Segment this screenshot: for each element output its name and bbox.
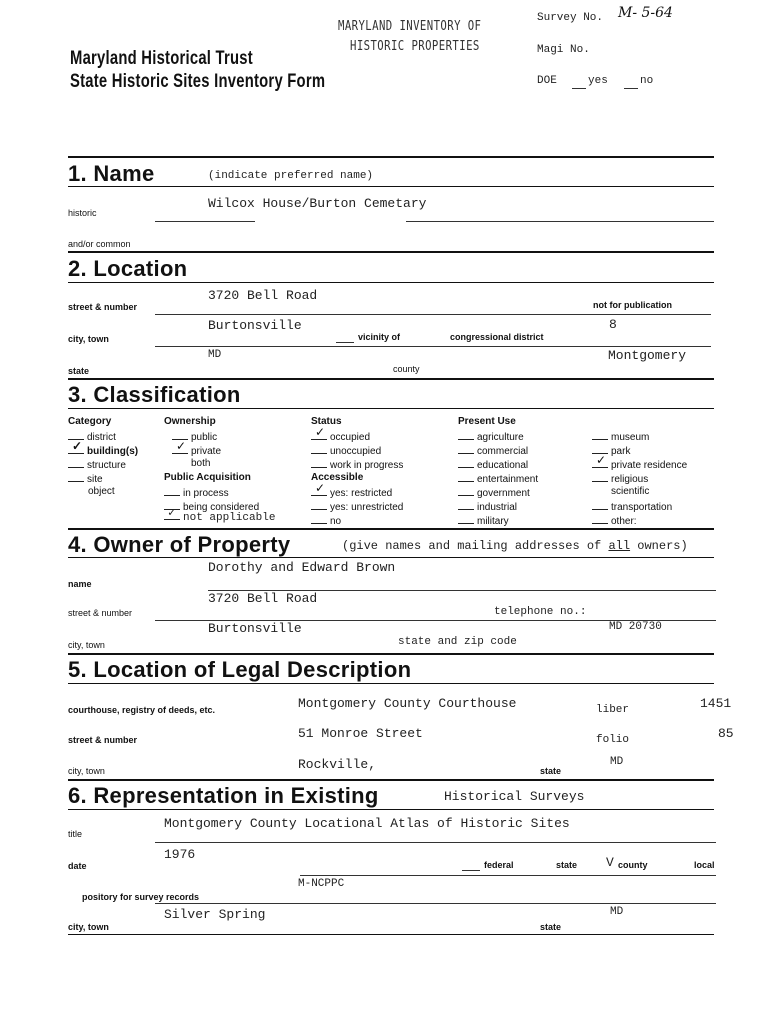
section-5-title: 5. Location of Legal Description bbox=[68, 657, 412, 682]
survey-title-field[interactable]: Montgomery County Locational Atlas of Historic Sites bbox=[164, 816, 570, 831]
section-2-title: 2. Location bbox=[68, 256, 188, 281]
legal-city-field[interactable]: Rockville, bbox=[298, 757, 377, 772]
use-government[interactable]: government bbox=[458, 486, 530, 499]
section-1-hint: (indicate preferred name) bbox=[208, 170, 374, 182]
survey-date-field[interactable]: 1976 bbox=[164, 847, 196, 862]
legal-street-label: street & number bbox=[68, 735, 138, 745]
status-heading: Status bbox=[311, 416, 342, 427]
use-agriculture[interactable]: agriculture bbox=[458, 430, 524, 443]
ownership-both[interactable]: both bbox=[191, 458, 211, 469]
county-check-mark: V bbox=[606, 855, 614, 870]
legal-street-field[interactable]: 51 Monroe Street bbox=[298, 726, 423, 741]
status-work-in-progress[interactable]: work in progress bbox=[311, 458, 403, 471]
owner-state-zip-field[interactable]: MD 20730 bbox=[609, 621, 662, 633]
category-heading: Category bbox=[68, 416, 112, 427]
local-option[interactable]: local bbox=[694, 860, 715, 870]
use-commercial[interactable]: commercial bbox=[458, 444, 528, 457]
legal-state-field[interactable]: MD bbox=[610, 756, 624, 768]
owner-city-label: city, town bbox=[68, 640, 105, 650]
category-district[interactable]: district bbox=[68, 430, 116, 443]
section-4-title: 4. Owner of Property bbox=[68, 532, 291, 557]
use-entertainment[interactable]: entertainment bbox=[458, 472, 538, 485]
magi-no-label: Magi No. bbox=[537, 44, 590, 56]
section-6-title-tail: Historical Surveys bbox=[444, 789, 585, 804]
form-title: State Historic Sites Inventory Form bbox=[70, 71, 326, 92]
depository-state-label: state bbox=[540, 922, 562, 932]
courthouse-label: courthouse, registry of deeds, etc. bbox=[68, 705, 216, 715]
historic-label: historic bbox=[68, 208, 97, 218]
use-private-residence[interactable]: ✓private residence bbox=[592, 458, 687, 471]
depository-field[interactable]: M-NCPPC bbox=[298, 878, 345, 890]
category-site[interactable]: site bbox=[68, 472, 103, 485]
state-option[interactable]: state bbox=[556, 860, 578, 870]
status-occupied[interactable]: ✓occupied bbox=[311, 430, 370, 443]
section-3-title: 3. Classification bbox=[68, 382, 241, 407]
common-name-label: and/or common bbox=[68, 239, 131, 249]
use-park[interactable]: park bbox=[592, 444, 630, 457]
use-museum[interactable]: museum bbox=[592, 430, 649, 443]
courthouse-field[interactable]: Montgomery County Courthouse bbox=[298, 696, 517, 711]
use-educational[interactable]: educational bbox=[458, 458, 528, 471]
location-city-field[interactable]: Burtonsville bbox=[208, 318, 302, 333]
doe-yes-option[interactable]: yes bbox=[588, 75, 608, 87]
use-other[interactable]: other: bbox=[592, 514, 637, 527]
public-acquisition-heading: Public Acquisition bbox=[164, 472, 251, 483]
historic-name-field[interactable]: Wilcox House/Burton Cemetary bbox=[208, 196, 427, 211]
doe-label: DOE bbox=[537, 75, 557, 87]
congressional-district-field[interactable]: 8 bbox=[609, 317, 617, 332]
federal-option[interactable]: federal bbox=[484, 860, 514, 870]
inventory-stamp-line2: HISTORIC PROPERTIES bbox=[350, 39, 480, 54]
state-zip-label: state and zip code bbox=[398, 636, 517, 648]
location-street-label: street & number bbox=[68, 302, 138, 312]
telephone-label: telephone no.: bbox=[494, 606, 587, 618]
congressional-district-label: congressional district bbox=[450, 332, 544, 342]
owner-street-field[interactable]: 3720 Bell Road bbox=[208, 591, 318, 606]
section-6-title: 6. Representation in Existing bbox=[68, 783, 379, 808]
owner-city-field[interactable]: Burtonsville bbox=[208, 621, 302, 636]
accessible-yes-restricted[interactable]: ✓yes: restricted bbox=[311, 486, 392, 499]
acquisition-not-applicable[interactable]: ✓not applicable bbox=[164, 510, 275, 524]
accessible-yes-unrestricted[interactable]: yes: unrestricted bbox=[311, 500, 403, 513]
location-state-label: state bbox=[68, 366, 90, 376]
location-city-label: city, town bbox=[68, 334, 109, 344]
legal-city-label: city, town bbox=[68, 766, 105, 776]
acquisition-being-considered[interactable]: being considered bbox=[164, 500, 259, 513]
vicinity-label: vicinity of bbox=[358, 332, 401, 342]
section-4-hint: (give names and mailing addresses of all owners) bbox=[342, 539, 688, 553]
acquisition-in-process[interactable]: in process bbox=[164, 486, 229, 499]
legal-state-label: state bbox=[540, 766, 562, 776]
use-transportation[interactable]: transportation bbox=[592, 500, 672, 513]
accessible-no[interactable]: no bbox=[311, 514, 341, 527]
owner-name-label: name bbox=[68, 579, 92, 589]
folio-label: folio bbox=[596, 734, 630, 746]
county-option[interactable]: county bbox=[618, 860, 648, 870]
owner-street-label: street & number bbox=[68, 608, 133, 618]
use-scientific[interactable]: scientific bbox=[611, 486, 650, 497]
folio-field[interactable]: 85 bbox=[718, 726, 734, 741]
accessible-heading: Accessible bbox=[311, 472, 364, 483]
location-street-field[interactable]: 3720 Bell Road bbox=[208, 288, 318, 303]
doe-no-option[interactable]: no bbox=[640, 75, 654, 87]
category-object[interactable]: object bbox=[88, 486, 115, 497]
survey-no-value[interactable]: M- 5-64 bbox=[618, 5, 673, 21]
liber-label: liber bbox=[596, 704, 630, 716]
category-buildings[interactable]: ✓building(s) bbox=[68, 444, 138, 457]
section-1-title: 1. Name bbox=[68, 161, 155, 186]
present-use-heading: Present Use bbox=[458, 416, 516, 427]
county-field[interactable]: Montgomery bbox=[608, 348, 687, 363]
ownership-private[interactable]: ✓private bbox=[172, 444, 221, 457]
county-label: county bbox=[393, 364, 420, 374]
depository-city-field[interactable]: Silver Spring bbox=[164, 907, 266, 922]
form-agency-title: Maryland Historical Trust bbox=[70, 48, 253, 69]
owner-name-field[interactable]: Dorothy and Edward Brown bbox=[208, 560, 396, 575]
survey-no-label: Survey No. bbox=[537, 12, 604, 24]
status-unoccupied[interactable]: unoccupied bbox=[311, 444, 381, 457]
ownership-heading: Ownership bbox=[164, 416, 216, 427]
depository-city-label: city, town bbox=[68, 922, 109, 932]
use-military[interactable]: military bbox=[458, 514, 509, 527]
inventory-stamp-line1: MARYLAND INVENTORY OF bbox=[338, 19, 482, 34]
depository-label: pository for survey records bbox=[82, 892, 200, 902]
survey-date-label: date bbox=[68, 861, 87, 871]
use-industrial[interactable]: industrial bbox=[458, 500, 517, 513]
liber-field[interactable]: 1451 bbox=[700, 696, 732, 711]
not-for-publication-label: not for publication bbox=[593, 300, 672, 310]
location-state-field[interactable]: MD bbox=[208, 349, 222, 361]
survey-title-label: title bbox=[68, 829, 83, 839]
ownership-public[interactable]: public bbox=[172, 430, 217, 443]
category-structure[interactable]: structure bbox=[68, 458, 126, 471]
depository-state-field[interactable]: MD bbox=[610, 906, 624, 918]
use-religious[interactable]: religious bbox=[592, 472, 648, 485]
